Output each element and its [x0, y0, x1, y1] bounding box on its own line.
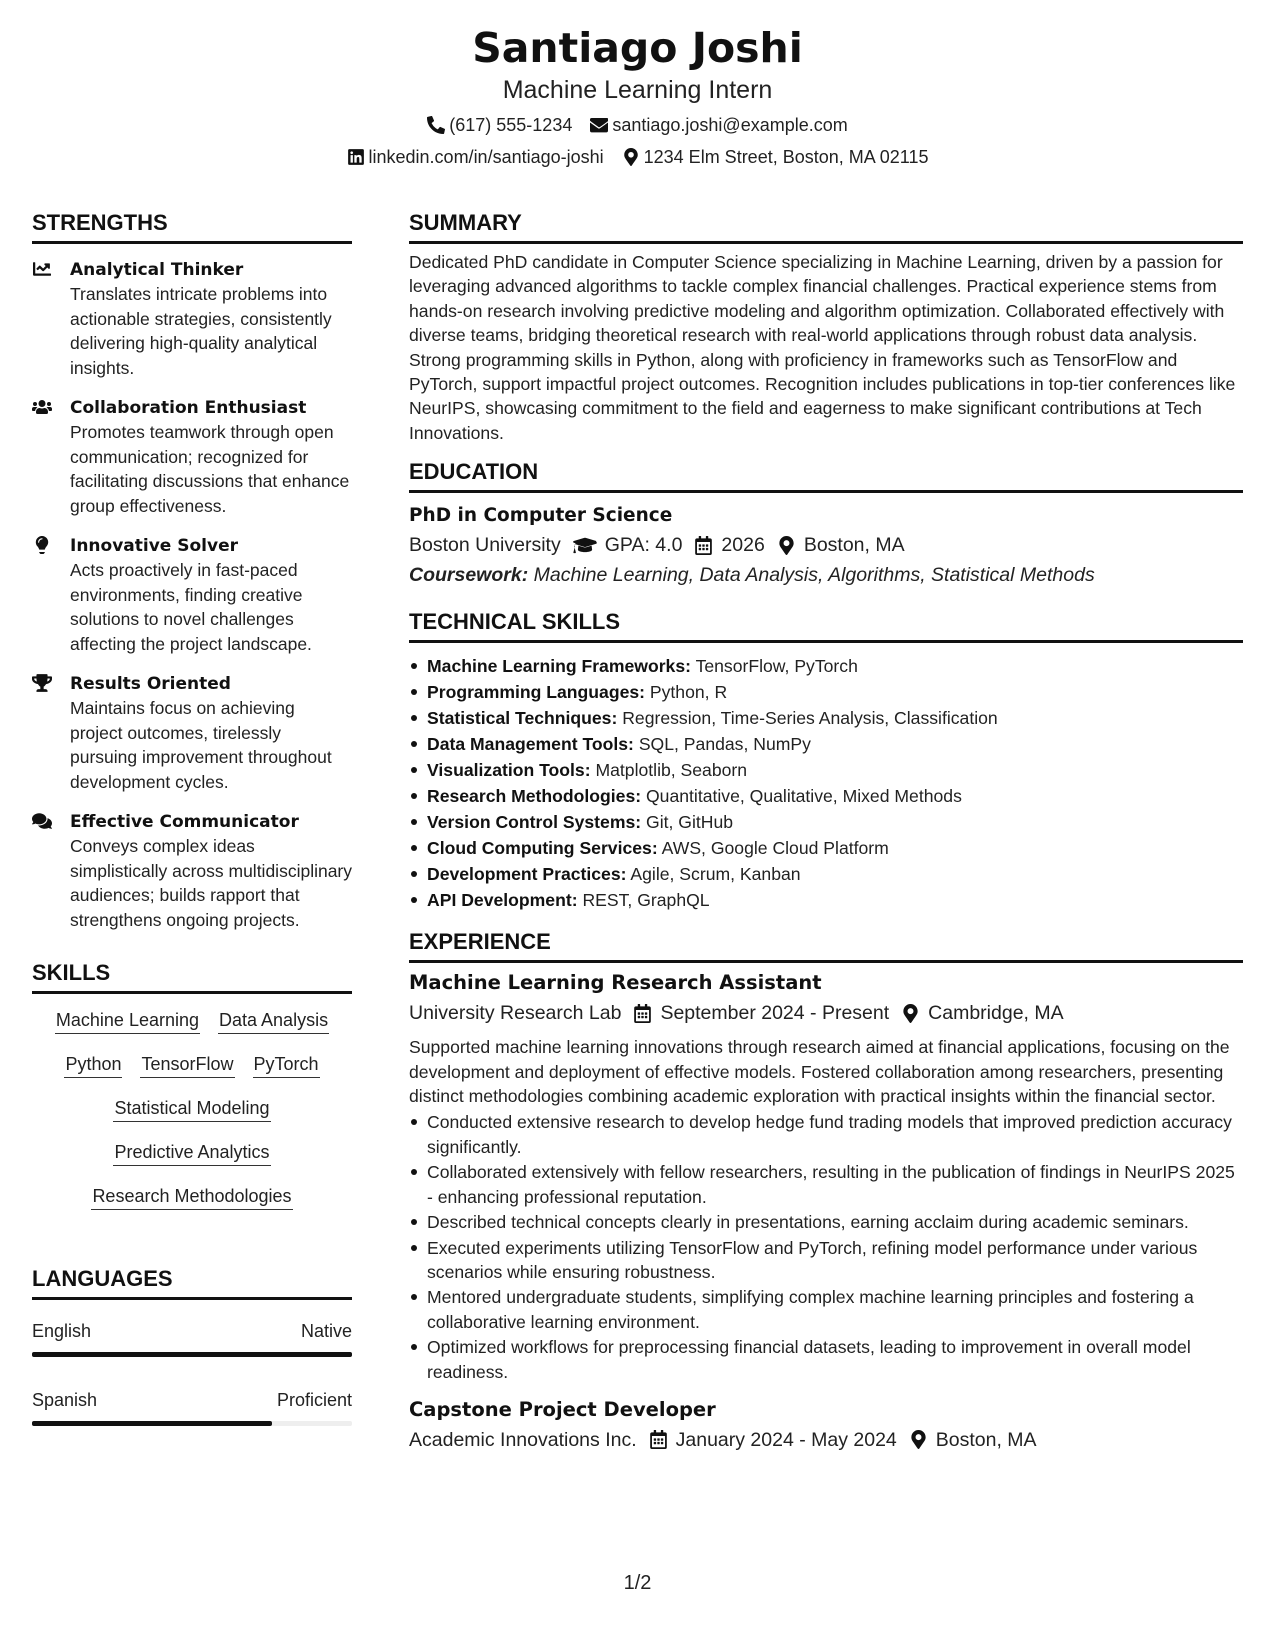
strength-title: Results Oriented [70, 674, 231, 694]
trophy-icon [32, 674, 52, 692]
job-location: Boston, MA [935, 1428, 1037, 1451]
email-text: santiago.joshi@example.com [612, 115, 848, 135]
left-column [32, 210, 352, 1426]
skill-tag: Data Analysis [218, 1008, 329, 1034]
calendar-icon [694, 536, 713, 555]
language-bar [32, 1352, 352, 1357]
linkedin-contact[interactable] [347, 146, 604, 168]
address-contact [622, 146, 929, 168]
strength-title: Collaboration Enthusiast [70, 398, 307, 418]
page-number: 1/2 [623, 1572, 652, 1594]
skill-tag: Research Methodologies [91, 1184, 292, 1210]
language-bar [32, 1421, 352, 1426]
calendar-icon [633, 1004, 652, 1023]
candidate-title: Machine Learning Intern [502, 76, 773, 104]
education-degree: PhD in Computer Science [409, 505, 673, 527]
skill-tag: Statistical Modeling [113, 1096, 270, 1122]
lightbulb-icon [32, 536, 52, 554]
summary-heading: SUMMARY [409, 210, 1243, 244]
right-column [409, 210, 1243, 1454]
list-item: Collaborated extensively with fellow researchers, resulting in the publication of findings in NeurIPS 2025 - enhancing professional reputation. [409, 1160, 1243, 1209]
strength-desc: Promotes teamwork through open communication; recognized for facilitating discussions that enhance group effectiveness. [70, 422, 350, 516]
skills-tags [32, 1008, 352, 1210]
job-company: University Research Lab [409, 1002, 622, 1025]
education-year: 2026 [721, 534, 765, 557]
skill-tag: Machine Learning [55, 1008, 200, 1034]
strengths-heading: STRENGTHS [32, 210, 352, 244]
education-meta [409, 531, 1243, 559]
strength-item [32, 810, 352, 932]
strength-item [32, 258, 352, 380]
language-bar-fill [32, 1421, 272, 1426]
list-item: Described technical concepts clearly in presentations, earning acclaim during academic seminars. [409, 1210, 1243, 1234]
coursework-label: Coursework: [409, 564, 529, 587]
job-dates: September 2024 - Present [660, 1002, 890, 1025]
map-pin-icon [777, 536, 796, 555]
job-meta [409, 999, 1243, 1027]
linkedin-text: linkedin.com/in/santiago-joshi [368, 147, 604, 167]
summary-text: Dedicated PhD candidate in Computer Science specializing in Machine Learning, driven by a passion for leveraging advanced algorithms to tackle complex financial challenges. Practical experience stems from hands-on research involving predictive modeling and algorithm optimization. Collaborated effectively with diverse teams, bridging theoretical research with real-world applications through robust data analysis. Strong programming skills in Python, along with proficiency in frameworks such as TensorFlow and PyTorch, support impactful project outcomes. Recognition includes publications in top-tier conferences like NeurIPS, showcasing commitment to the field and eagerness to make significant contributions at Tech Innovations. [409, 252, 1236, 443]
strength-title: Innovative Solver [70, 536, 238, 556]
job-location: Cambridge, MA [928, 1002, 1064, 1025]
language-item [32, 1320, 352, 1357]
skills-heading: SKILLS [32, 960, 352, 994]
list-item: Data Management Tools: SQL, Pandas, NumPy [409, 731, 1243, 757]
list-item: Executed experiments utilizing TensorFlow and PyTorch, refining model performance under various scenarios while ensuring robustness. [409, 1236, 1243, 1285]
phone-icon [427, 116, 445, 134]
technical-skills-heading: TECHNICAL SKILLS [409, 609, 1243, 643]
strength-title: Analytical Thinker [70, 260, 244, 280]
strength-title: Effective Communicator [70, 812, 299, 832]
language-level: Native [300, 1321, 352, 1341]
map-pin-icon [901, 1004, 920, 1023]
strength-desc: Translates intricate problems into actionable strategies, consistently delivering high-quality analytical insights. [70, 284, 332, 378]
calendar-icon [649, 1430, 668, 1449]
contact-row-2 [0, 146, 1275, 168]
list-item: Mentored undergraduate students, simplifying complex machine learning principles and fostering a collaborative learning environment. [409, 1285, 1243, 1334]
users-icon [32, 398, 52, 416]
language-name: English [32, 1321, 92, 1341]
map-pin-icon [622, 148, 640, 166]
job-company: Academic Innovations Inc. [409, 1428, 637, 1451]
technical-skills-list [409, 653, 1243, 913]
list-item: Conducted extensive research to develop hedge fund trading models that improved prediction accuracy significantly. [409, 1110, 1243, 1159]
skill-tag: Python [64, 1052, 122, 1078]
strength-item [32, 672, 352, 794]
phone-text: (617) 555-1234 [449, 115, 573, 135]
list-item: Programming Languages: Python, R [409, 679, 1243, 705]
skill-tag: TensorFlow [140, 1052, 234, 1078]
map-pin-icon [909, 1430, 928, 1449]
language-bar-fill [32, 1352, 352, 1357]
list-item: Cloud Computing Services: AWS, Google Cloud Platform [409, 835, 1243, 861]
contact-row-1 [0, 114, 1275, 136]
education-school: Boston University [409, 534, 561, 557]
languages-heading: LANGUAGES [32, 1266, 352, 1300]
job-summary: Supported machine learning innovations through research aimed at financial applications, focusing on the development and deployment of effective models. Fostered collaboration among researchers, presenting distinct methodologies combining academic exploration with practical insights within the financial sector. [409, 1037, 1230, 1107]
list-item: API Development: REST, GraphQL [409, 887, 1243, 913]
strength-desc: Conveys complex ideas simplistically across multidisciplinary audiences; builds rapport that strengthens ongoing projects. [70, 836, 353, 930]
job-title: Machine Learning Research Assistant [409, 971, 822, 995]
list-item: Optimized workflows for preprocessing financial datasets, leading to improvement in overall model readiness. [409, 1335, 1243, 1384]
job-meta [409, 1426, 1243, 1454]
education-heading: EDUCATION [409, 459, 1243, 493]
strengths-list [32, 258, 352, 932]
skill-tag: Predictive Analytics [113, 1140, 270, 1166]
chart-line-icon [32, 260, 52, 278]
email-contact[interactable] [590, 114, 847, 136]
strength-item [32, 534, 352, 656]
list-item: Statistical Techniques: Regression, Time-Series Analysis, Classification [409, 705, 1243, 731]
strength-desc: Acts proactively in fast-paced environments, finding creative solutions to novel challenges affecting the project landscape. [70, 560, 312, 654]
phone-contact [427, 114, 572, 136]
language-item [32, 1389, 352, 1426]
list-item: Research Methodologies: Quantitative, Qualitative, Mixed Methods [409, 783, 1243, 809]
address-text: 1234 Elm Street, Boston, MA 02115 [643, 147, 929, 167]
experience-heading: EXPERIENCE [409, 929, 1243, 963]
language-level: Proficient [276, 1390, 352, 1410]
candidate-name: Santiago Joshi [472, 24, 803, 72]
coursework-list: Machine Learning, Data Analysis, Algorithms, Statistical Methods [533, 564, 1095, 587]
job-title: Capstone Project Developer [409, 1397, 716, 1421]
linkedin-icon [347, 148, 365, 166]
education-coursework [409, 561, 1243, 589]
education-location: Boston, MA [803, 534, 905, 557]
language-name: Spanish [32, 1390, 98, 1410]
list-item: Visualization Tools: Matplotlib, Seaborn [409, 757, 1243, 783]
list-item: Development Practices: Agile, Scrum, Kanban [409, 861, 1243, 887]
resume-header [0, 22, 1275, 168]
comments-icon [32, 812, 52, 830]
job-bullets [409, 1110, 1243, 1383]
list-item: Machine Learning Frameworks: TensorFlow, PyTorch [409, 653, 1243, 679]
graduation-cap-icon [573, 536, 597, 555]
job-dates: January 2024 - May 2024 [675, 1428, 897, 1451]
strength-desc: Maintains focus on achieving project outcomes, tirelessly pursuing improvement throughout development cycles. [70, 698, 332, 792]
strength-item [32, 396, 352, 518]
skill-tag: PyTorch [253, 1052, 320, 1078]
education-gpa: GPA: 4.0 [604, 534, 683, 557]
envelope-icon [590, 116, 608, 134]
list-item: Version Control Systems: Git, GitHub [409, 809, 1243, 835]
